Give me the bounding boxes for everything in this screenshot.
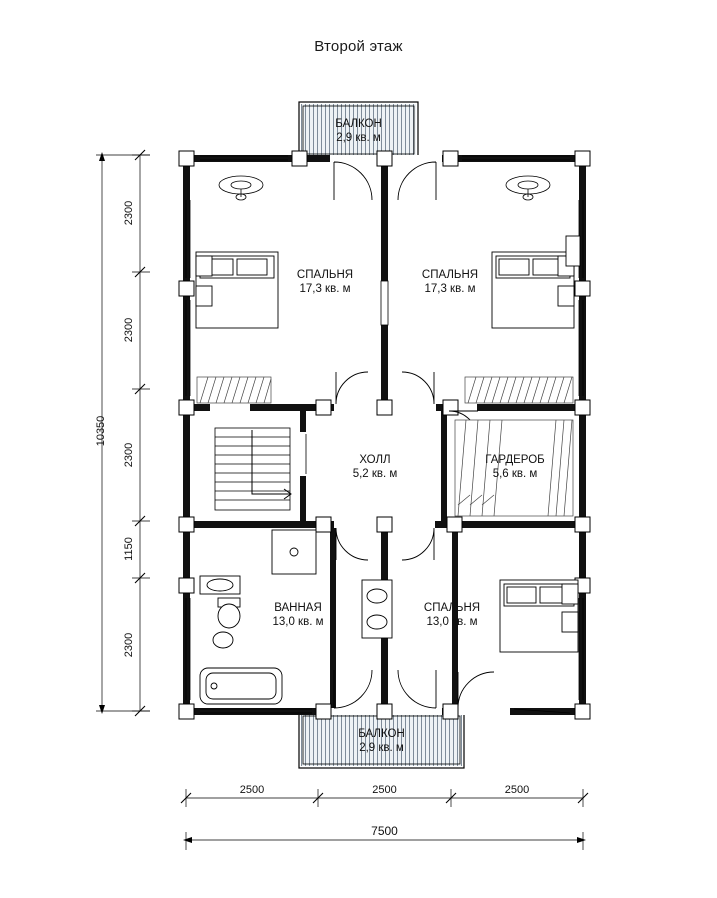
dimension-horizontal-seg-3: 2500 (504, 784, 530, 796)
room-label-wardrobe: ГАРДЕРОБ 5,6 кв. м (485, 454, 545, 480)
room-label-bedroom-left-top: СПАЛЬНЯ 17,3 кв. м (296, 269, 354, 295)
room-label-balcony-top: БАЛКОН 2,9 кв. м (335, 118, 382, 144)
dimension-vertical-seg-1: 2300 (123, 200, 135, 226)
dimension-horizontal-total: 7500 (371, 824, 398, 838)
dimension-vertical-seg-3: 2300 (123, 442, 135, 468)
dimension-vertical-total: 10350 (95, 415, 107, 447)
room-label-bathroom: ВАННАЯ 13,0 кв. м (272, 602, 324, 628)
dimension-vertical-seg-2: 2300 (123, 317, 135, 343)
dimension-vertical-seg-4: 1150 (123, 537, 135, 561)
dimension-vertical-seg-5: 2300 (123, 632, 135, 658)
room-label-hall: ХОЛЛ 5,2 кв. м (352, 454, 398, 480)
dimension-horizontal-seg-2: 2500 (372, 784, 397, 796)
room-label-bedroom-bottom: СПАЛЬНЯ 13,0 кв. м (423, 602, 481, 628)
dimension-horizontal-seg-1: 2500 (239, 784, 265, 796)
room-label-bedroom-right-top: СПАЛЬНЯ 17,3 кв. м (421, 269, 479, 295)
page-title: Второй этаж (314, 38, 403, 55)
room-label-balcony-bottom: БАЛКОН 2,9 кв. м (358, 728, 405, 754)
